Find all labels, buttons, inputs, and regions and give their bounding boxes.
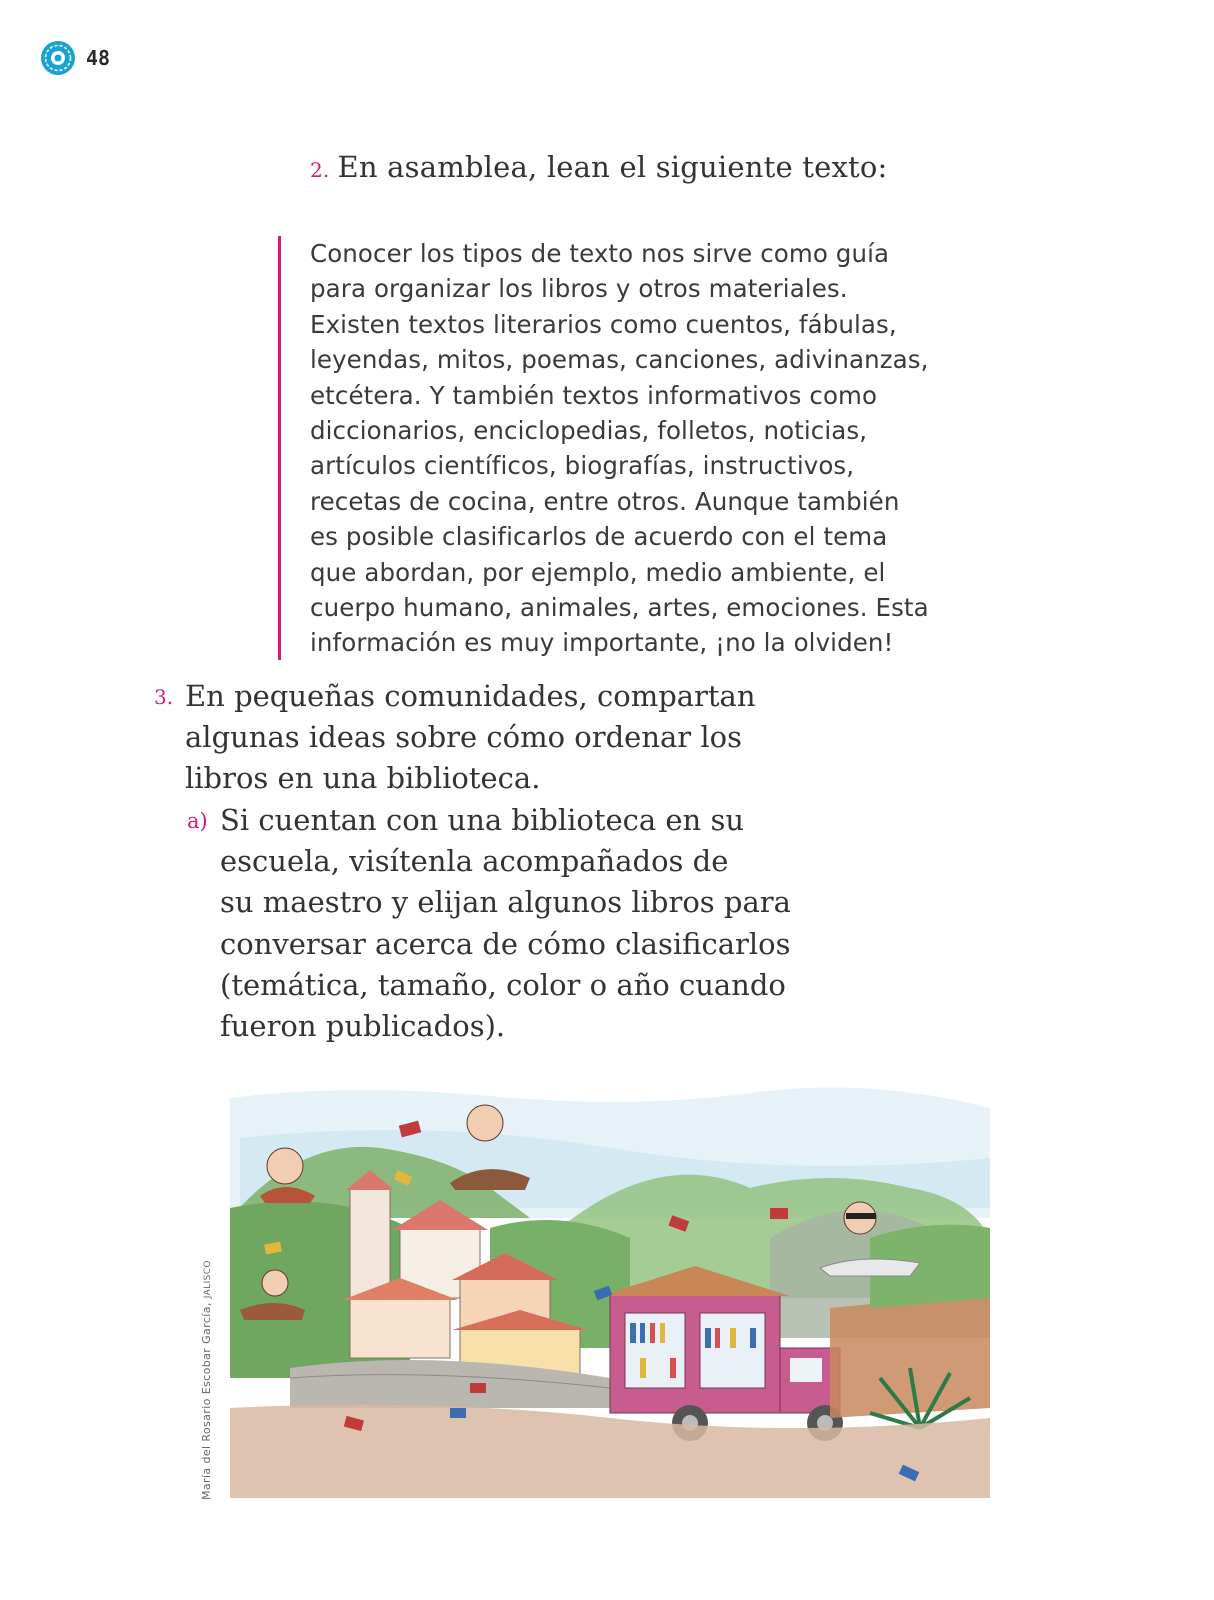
village-bookmobile-illustration (230, 1078, 990, 1498)
quote-text: Conocer los tipos de texto nos sirve como guía para organizar los libros y otros materiales. Existen textos literarios como cuentos, fábulas, leyendas, mitos, poemas, canciones, adivinanzas, etcétera. Y también textos informativos como diccionarios, enciclopedias, folletos, noticias, artículos científicos, biografías, instructivos, recetas de cocina, entre otros. Aunque también es posible clasificarlos de acuerdo con el tema que abordan, por ejemplo, medio ambiente, el cuerpo humano, animales, artes, emociones. Esta información es muy importante, ¡no la olviden! (310, 239, 929, 658)
sub-item-a (187, 800, 854, 1047)
page-number: 48 (86, 46, 111, 70)
item-2-number: 2. (310, 158, 330, 182)
quote-block (278, 236, 981, 660)
page-header (40, 40, 110, 76)
item-3-number: 3. (154, 685, 174, 709)
item-3-text: En pequeñas comunidades, compartan algunas ideas sobre cómo ordenar los libros en una biblioteca. (185, 679, 756, 795)
item-2-text: En asamblea, lean el siguiente texto: (337, 150, 888, 184)
credit-state: JALISCO (203, 1260, 213, 1299)
sub-item-a-letter: a) (187, 809, 208, 833)
item-2 (310, 150, 888, 184)
illustration-credit (200, 1260, 213, 1500)
book-emblem-icon (40, 40, 76, 76)
illustration-svg (230, 1078, 990, 1498)
credit-author: María del Rosario Escobar García, (200, 1302, 213, 1500)
sub-item-a-text: Si cuentan con una biblioteca en su escuela, visítenla acompañados de su maestro y elijan algunos libros para conversar acerca de cómo clasificarlos (temática, tamaño, color o año cuando fueron publicados). (220, 803, 791, 1044)
item-3 (154, 676, 854, 1047)
